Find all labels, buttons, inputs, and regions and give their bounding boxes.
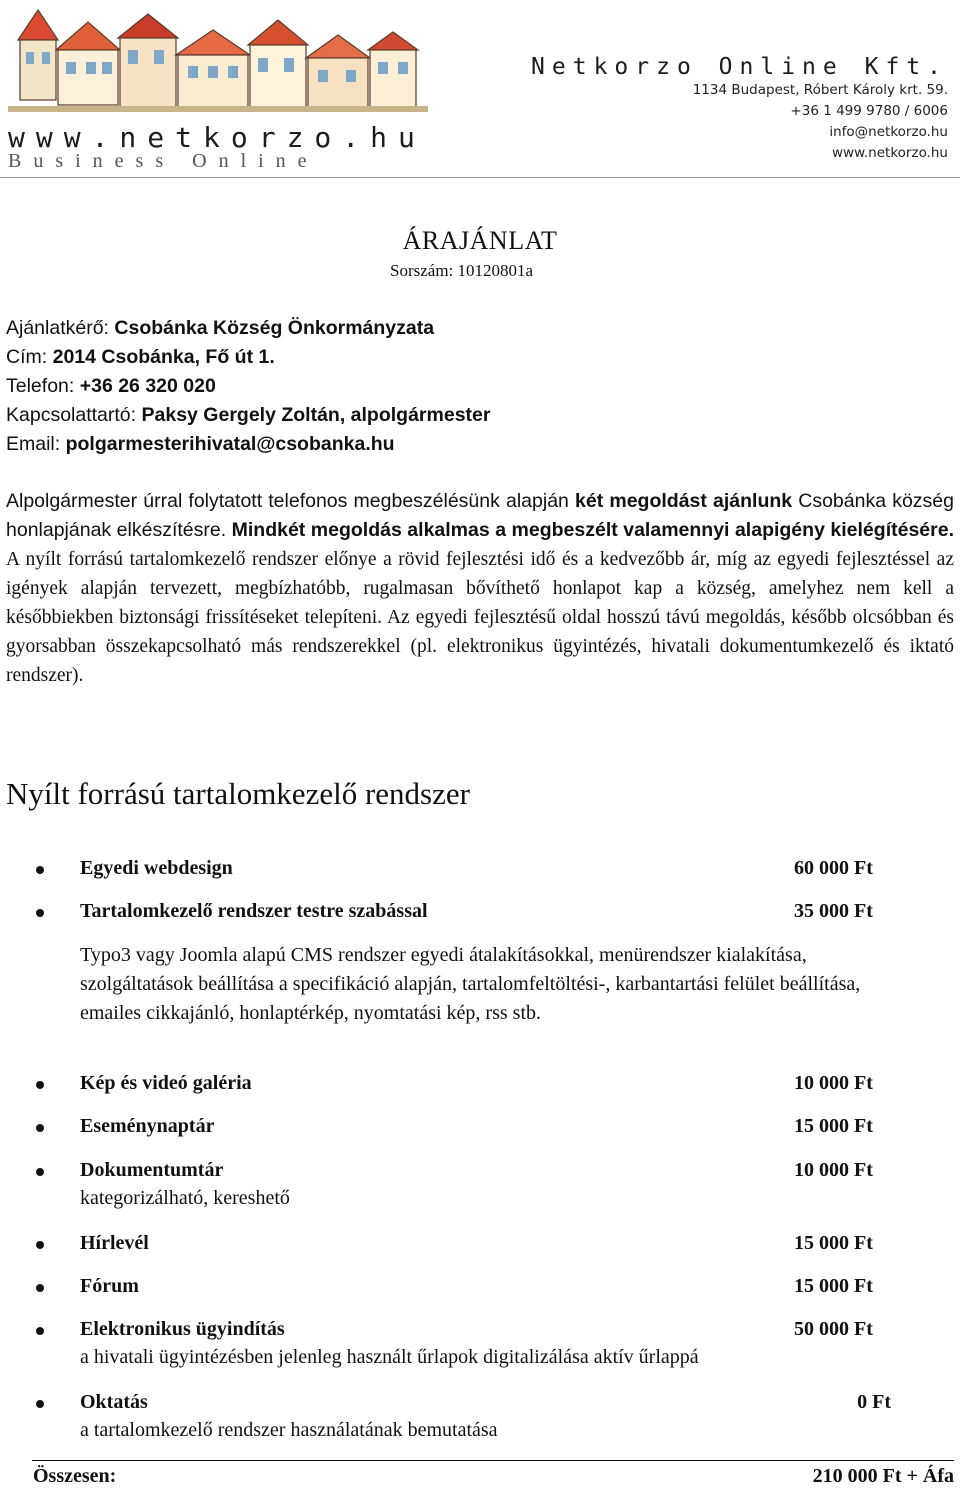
- company-web[interactable]: www.netkorzo.hu: [832, 145, 948, 161]
- total-value: 210 000 Ft + Áfa: [812, 1465, 954, 1487]
- intro-bold-1: két megoldást ajánlunk: [575, 490, 793, 512]
- item-name: Dokumentumtár: [80, 1159, 224, 1181]
- phone-row: [6, 372, 490, 401]
- item-price: 50 000 Ft: [794, 1318, 873, 1340]
- item-name: Egyedi webdesign: [80, 857, 233, 879]
- item-price: 60 000 Ft: [794, 857, 873, 879]
- cms-description: Typo3 vagy Joomla alapú CMS rendszer egyedi átalakításokkal, menürendszer kialakítása, szolgáltatások beállítása a specifikáció alapján, tartalomfeltöltési-, karbantartási felület beállítása, emailes cikkajánló, honlaptérkép, nyomtatási kép, rss stb.: [80, 944, 861, 1024]
- item-name: Hírlevél: [80, 1232, 149, 1254]
- email-value[interactable]: polgarmesterihivatal@csobanka.hu: [65, 433, 395, 455]
- item-name: Tartalomkezelő rendszer testre szabással: [80, 900, 428, 922]
- bullet-icon: [36, 1241, 44, 1249]
- intro-text-2: Csobánka község honlapjának elkészítésre.: [6, 490, 954, 541]
- requester-label: Ajánlatkérő:: [6, 317, 115, 339]
- item-name: Elektronikus ügyindítás: [80, 1318, 285, 1340]
- address-row: [6, 343, 490, 372]
- bullet-icon: [36, 1124, 44, 1132]
- logo-illustration: [8, 0, 428, 125]
- item-price: 10 000 Ft: [794, 1072, 873, 1094]
- contact-value: Paksy Gergely Zoltán, alpolgármester: [141, 404, 491, 426]
- email-label: Email:: [6, 433, 66, 455]
- item-price: 0 Ft: [857, 1391, 891, 1413]
- client-info: [6, 314, 490, 459]
- email-row: [6, 430, 490, 459]
- bullet-icon: [36, 1168, 44, 1176]
- item-name: Kép és videó galéria: [80, 1072, 252, 1094]
- contact-row: [6, 401, 490, 430]
- item-name: Fórum: [80, 1275, 139, 1297]
- item-name: Eseménynaptár: [80, 1115, 215, 1137]
- intro-text-1: Alpolgármester úrral folytatott telefonos megbeszélésünk alapján: [6, 490, 576, 512]
- address-value: 2014 Csobánka, Fő út 1.: [52, 346, 275, 368]
- intro-paragraph: [6, 487, 954, 690]
- item-price: 15 000 Ft: [794, 1115, 873, 1137]
- bullet-icon: [36, 1327, 44, 1335]
- bullet-icon: [36, 909, 44, 917]
- item-price: 35 000 Ft: [794, 900, 873, 922]
- bullet-icon: [36, 866, 44, 874]
- requester-value: Csobánka Község Önkormányzata: [114, 317, 435, 339]
- contact-label: Kapcsolattartó:: [6, 404, 142, 426]
- item-description: kategorizálható, kereshető: [80, 1187, 290, 1209]
- document-title: ÁRAJÁNLAT: [402, 226, 558, 255]
- item-description: a tartalomkezelő rendszer használatának bemutatása: [80, 1419, 498, 1441]
- site-tagline: Business Online: [8, 150, 319, 172]
- item-price: 10 000 Ft: [794, 1159, 873, 1181]
- company-name: Netkorzo Online Kft.: [531, 54, 948, 80]
- intro-bold-2: Mindkét megoldás alkalmas a megbeszélt valamennyi alapigény kielégítésére.: [231, 519, 954, 541]
- item-name: Oktatás: [80, 1391, 148, 1413]
- address-label: Cím:: [6, 346, 53, 368]
- intro-text-3: A nyílt forrású tartalomkezelő rendszer előnye a rövid fejlesztési idő és a kedvezőbb ár, míg az egyedi fejlesztéssel az igények alapján tervezett, megbízhatóbb, rugalmasan bővíthető honlapot kap a község, amelyhez nem kell a későbbiekben biztonsági frissítéseket telepíteni. Az egyedi fejlesztésű oldal hosszú távú megoldás, később olcsóbban és gyorsabban összekapcsolható más rendszerekkel (pl. elektronikus ügyintézés, hivatali dokumentumkezelő és iktató rendszer).: [6, 549, 954, 686]
- site-url[interactable]: www.netkorzo.hu: [8, 121, 426, 154]
- header-divider: [0, 177, 960, 178]
- bullet-icon: [36, 1284, 44, 1292]
- item-price: 15 000 Ft: [794, 1232, 873, 1254]
- company-address: 1134 Budapest, Róbert Károly krt. 59.: [692, 82, 948, 98]
- item-description: a hivatali ügyintézésben jelenleg használt űrlapok digitalizálása aktív űrlappá: [80, 1346, 699, 1368]
- section-title: Nyílt forrású tartalomkezelő rendszer: [6, 776, 470, 811]
- company-block: [531, 54, 948, 164]
- total-label: Összesen:: [33, 1465, 117, 1487]
- item-price: 15 000 Ft: [794, 1275, 873, 1297]
- bullet-icon: [36, 1081, 44, 1089]
- phone-label: Telefon:: [6, 375, 80, 397]
- company-phone: +36 1 499 9780 / 6006: [790, 103, 948, 119]
- bullet-icon: [36, 1400, 44, 1408]
- company-email[interactable]: info@netkorzo.hu: [829, 124, 948, 140]
- phone-value: +36 26 320 020: [79, 375, 216, 397]
- document-serial: Sorszám: 10120801a: [390, 261, 534, 280]
- requester-row: [6, 314, 490, 343]
- total-divider: [32, 1460, 954, 1461]
